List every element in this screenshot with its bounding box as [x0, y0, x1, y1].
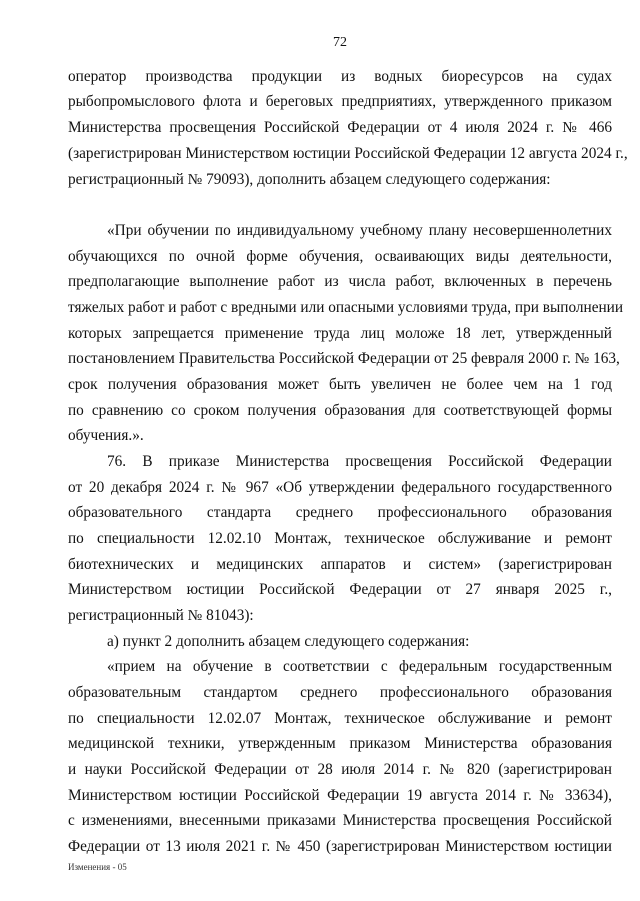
text-line: медицинской техники, утвержденным приказом Министерства образования	[68, 735, 612, 752]
text-line: Федерации от 13 июля 2021 г. № 450 (зарегистрирован Министерством юстиции	[68, 838, 612, 855]
text-line: постановлением Правительства Российской Федерации от 25 февраля 2000 г. № 163,	[68, 350, 620, 367]
text-line: (зарегистрирован Министерством юстиции Российской Федерации 12 августа 2024 г.,	[68, 145, 628, 162]
text-line: с изменениями, внесенными приказами Министерства просвещения Российской	[68, 812, 612, 829]
text-line: и науки Российской Федерации от 28 июля 2014 г. № 820 (зарегистрирован	[68, 761, 612, 778]
text-line: образовательным стандартом среднего профессионального образования	[68, 684, 612, 701]
footer-label: Изменения - 05	[68, 862, 127, 872]
text-line: срок получения образования может быть увеличен не более чем на 1 год	[68, 376, 612, 393]
text-line: «При обучении по индивидуальному учебному плану несовершеннолетних	[107, 222, 612, 239]
text-line: обучающихся по очной форме обучения, осваивающих виды деятельности,	[68, 248, 612, 265]
text-line: Министерством юстиции Российской Федерации от 27 января 2025 г.,	[68, 581, 612, 598]
text-line: биотехнических и медицинских аппаратов и систем» (зарегистрирован	[68, 556, 612, 573]
text-line: обучения.».	[68, 427, 144, 444]
text-line: «прием на обучение в соответствии с федеральным государственным	[107, 658, 612, 675]
text-line: которых запрещается применение труда лиц моложе 18 лет, утвержденный	[68, 325, 612, 342]
text-line: по специальности 12.02.07 Монтаж, техническое обслуживание и ремонт	[68, 710, 612, 727]
text-line: по сравнению со сроком получения образования для соответствующей формы	[68, 402, 612, 419]
text-line: от 20 декабря 2024 г. № 967 «Об утверждении федерального государственного	[68, 479, 612, 496]
text-line: а) пункт 2 дополнить абзацем следующего содержания:	[107, 633, 470, 650]
text-line: регистрационный № 81043):	[68, 607, 254, 624]
text-line: Министерства просвещения Российской Федерации от 4 июля 2024 г. № 466	[68, 119, 612, 136]
text-line: 76. В приказе Министерства просвещения Российской Федерации	[107, 453, 612, 470]
text-line: оператор производства продукции из водных биоресурсов на судах	[68, 68, 612, 85]
page-number: 72	[333, 35, 347, 50]
text-line: образовательного стандарта среднего профессионального образования	[68, 504, 612, 521]
text-line: тяжелых работ и работ с вредными или опасными условиями труда, при выполнении	[68, 299, 624, 316]
text-line: рыбопромыслового флота и береговых предприятиях, утвержденного приказом	[68, 93, 612, 110]
text-line: предполагающие выполнение работ из числа работ, включенных в перечень	[68, 273, 612, 290]
text-line: по специальности 12.02.10 Монтаж, техническое обслуживание и ремонт	[68, 530, 612, 547]
text-line: регистрационный № 79093), дополнить абзацем следующего содержания:	[68, 171, 551, 188]
text-line: Министерством юстиции Российской Федерации 19 августа 2014 г. № 33634),	[68, 787, 612, 804]
